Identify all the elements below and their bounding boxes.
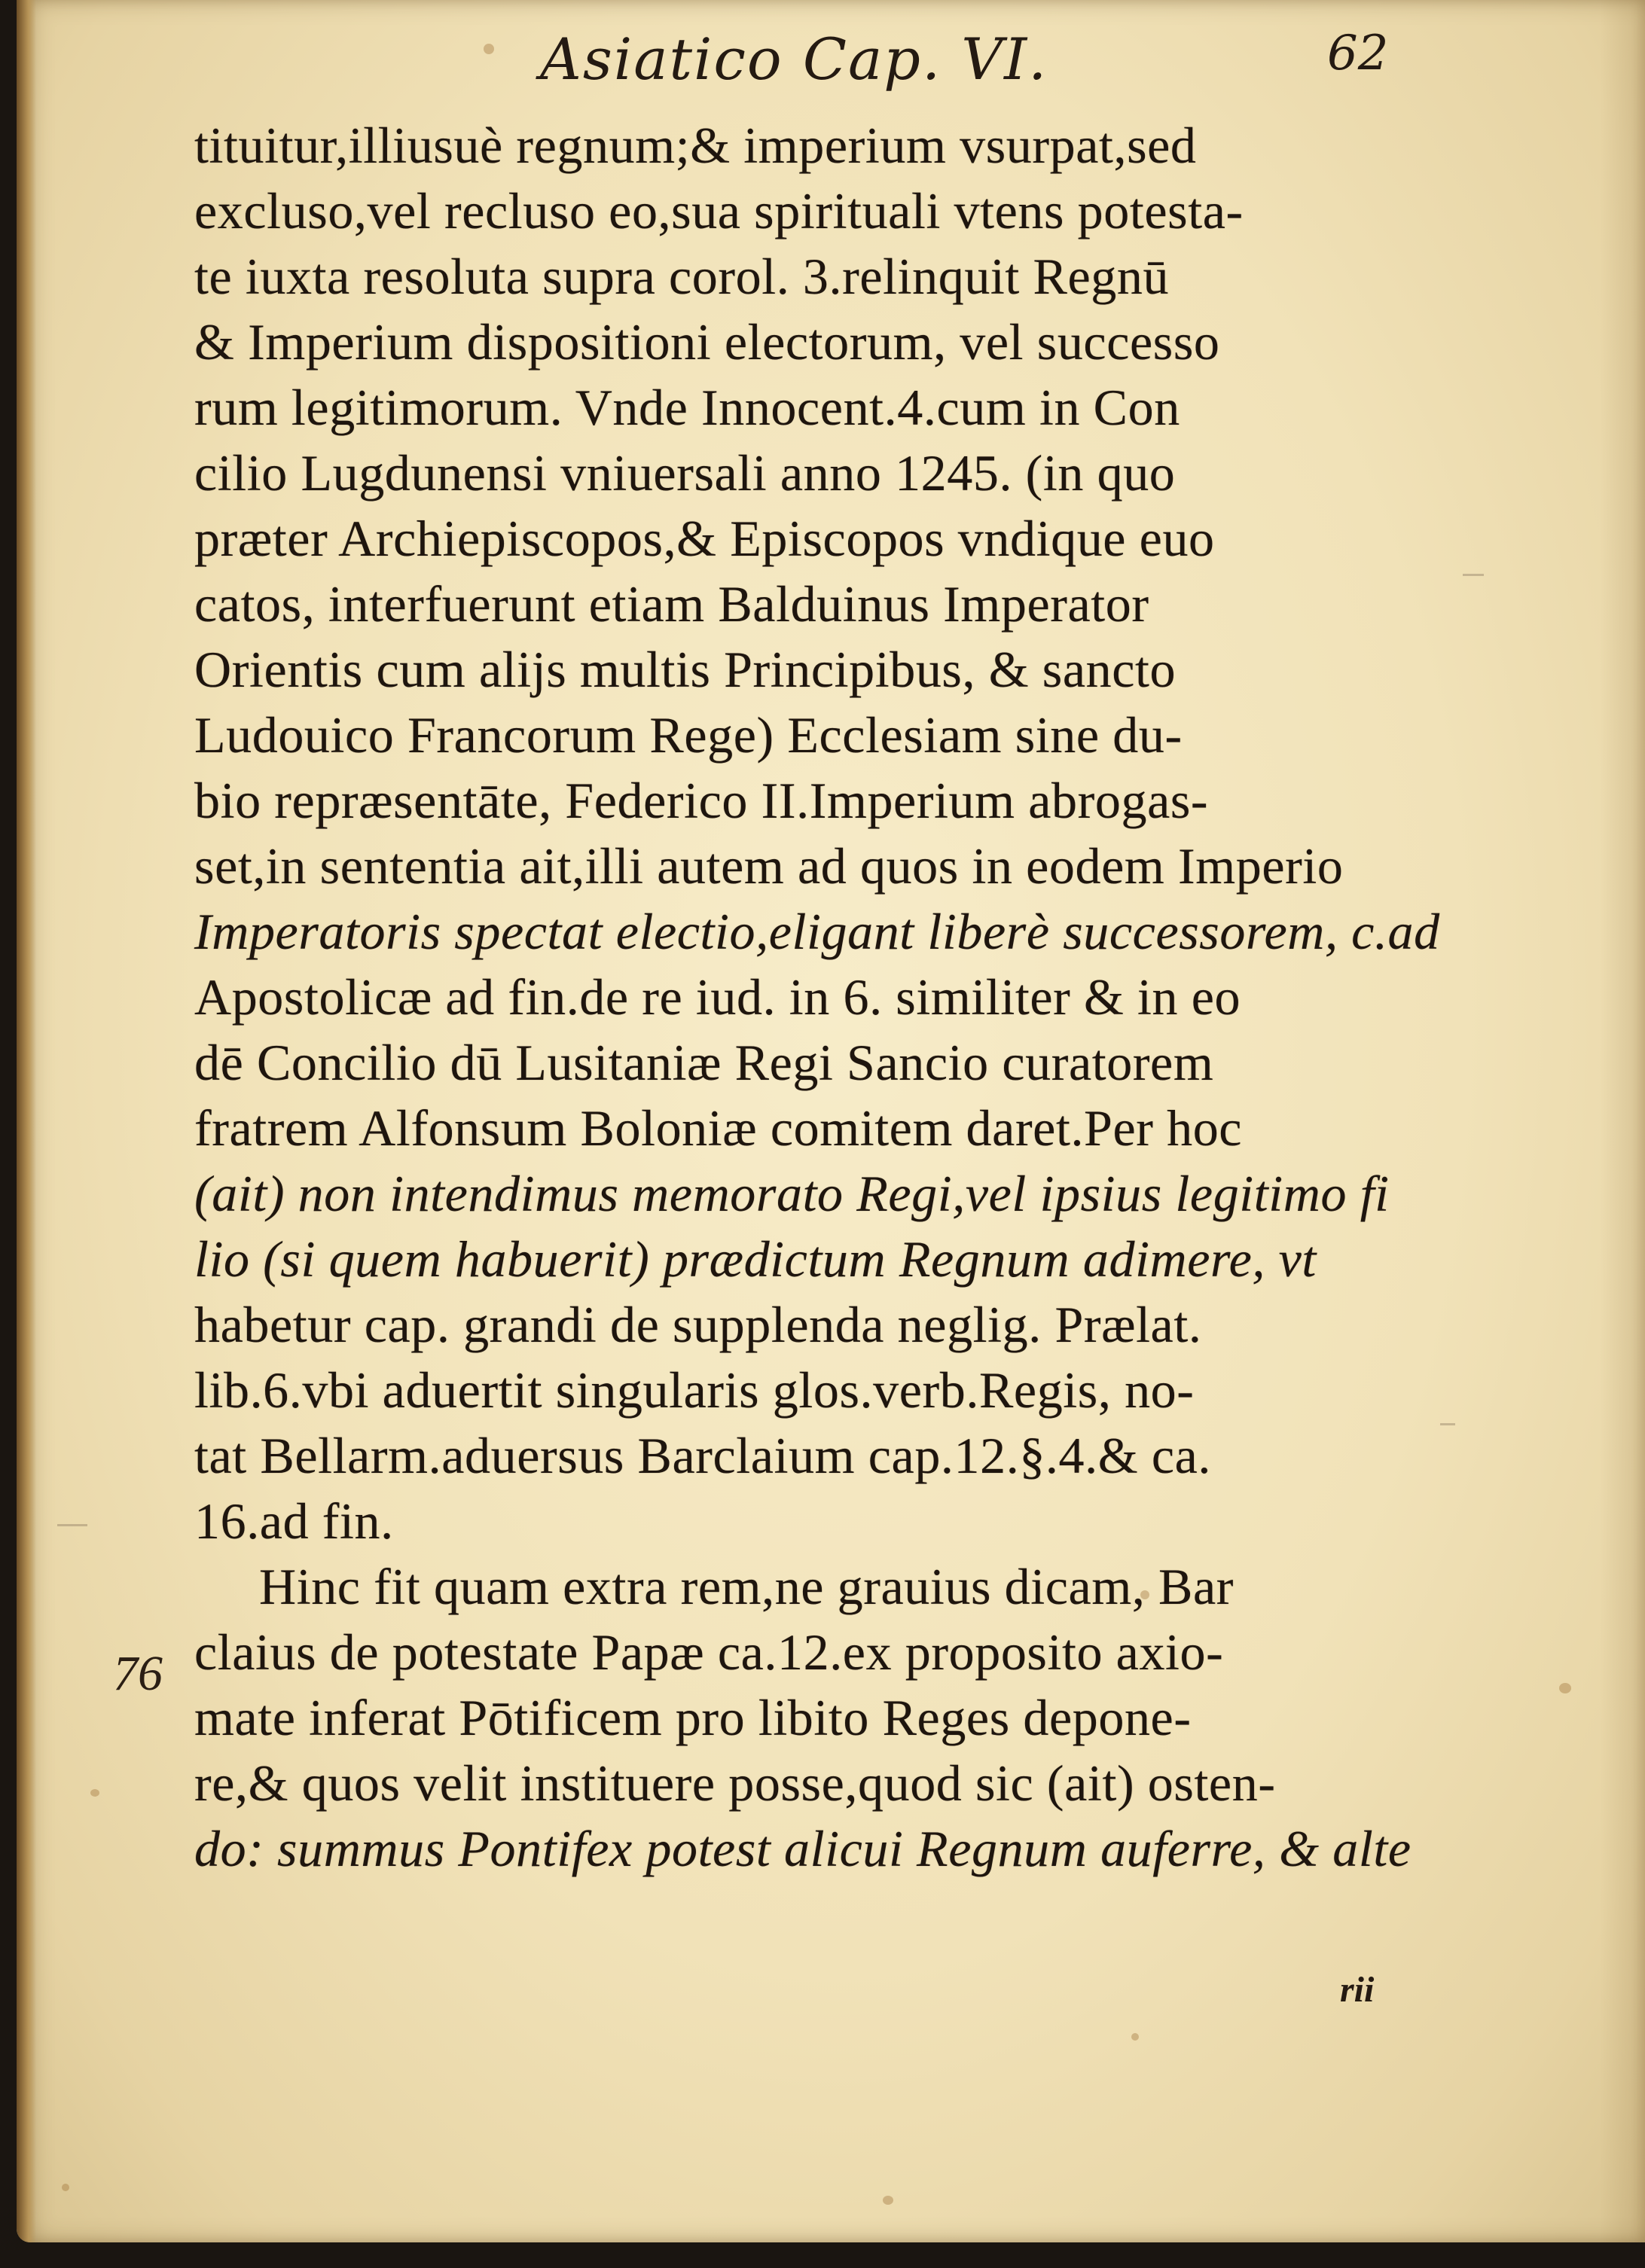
text-line-italic: do: summus Pontifex potest alicui Regnum auferre, & alte (194, 1820, 1412, 1877)
catchword: rii (1340, 1970, 1375, 2010)
text-line: cilio Lugdunensi vniuersali anno 1245. (in quo (194, 444, 1176, 501)
foxing-spot (1131, 2033, 1139, 2041)
text-line: bio repræsentāte, Federico II.Imperium abrogas- (194, 772, 1209, 829)
text-line: præter Archiepiscopos,& Episcopos vndique euo (194, 510, 1215, 567)
text-line: dē Concilio dū Lusitaniæ Regi Sancio curatorem (194, 1034, 1214, 1091)
text-line: claius de potestate Papæ ca.12.ex proposito axio- (194, 1623, 1224, 1681)
text-line: Orientis cum alijs multis Principibus, & sancto (194, 641, 1177, 698)
margin-mark (1463, 574, 1484, 576)
page-header (17, 26, 1645, 108)
margin-mark (1440, 1423, 1455, 1425)
text-line: re,& quos velit instituere posse,quod sic (ait) osten- (194, 1754, 1276, 1812)
text-line-italic: lio (si quem habuerit) prædictum Regnum adimere, vt (194, 1230, 1317, 1288)
text-line: tituitur,illiusuè regnum;& imperium vsurpat,sed (194, 117, 1197, 174)
foxing-spot (883, 2196, 893, 2205)
text-line: habetur cap. grandi de supplenda neglig. Prælat. (194, 1296, 1202, 1353)
text-line: Apostolicæ ad fin.de re iud. in 6. similiter & in eo (194, 968, 1241, 1026)
text-line-italic: Imperatoris spectat electio,eligant liberè successorem, c.ad (194, 903, 1440, 960)
foxing-spot (1559, 1683, 1571, 1693)
page-number: 62 (1327, 26, 1389, 81)
text-line: tat Bellarm.aduersus Barclaium cap.12.§.4.& ca. (194, 1427, 1211, 1484)
text-line: & Imperium dispositioni electorum, vel successo (194, 313, 1220, 370)
book-page (17, 0, 1645, 2242)
text-line: 16.ad fin. (194, 1492, 394, 1550)
foxing-spot (62, 2184, 69, 2191)
text-line: lib.6.vbi aduertit singularis glos.verb.Regis, no- (194, 1361, 1195, 1419)
text-line: mate inferat Pōtificem pro libito Reges depone- (194, 1689, 1192, 1746)
running-head: Asiatico Cap. VI. (540, 26, 1048, 93)
binding-gutter (17, 0, 36, 2242)
text-line-italic: (ait) non intendimus memorato Regi,vel ipsius legitimo fi (194, 1165, 1390, 1222)
text-line: Ludouico Francorum Rege) Ecclesiam sine du- (194, 706, 1183, 764)
text-line: fratrem Alfonsum Boloniæ comitem daret.Per hoc (194, 1099, 1243, 1157)
paragraph-first-line: Hinc fit quam extra rem,ne grauius dicam, Bar (259, 1558, 1234, 1615)
text-line: excluso,vel recluso eo,sua spirituali vtens potesta- (194, 182, 1244, 239)
page-edge-shadow (1600, 0, 1645, 2242)
body-text (194, 113, 1440, 1882)
foxing-spot (90, 1789, 99, 1797)
text-line: set,in sententia ait,illi autem ad quos in eodem Imperio (194, 837, 1344, 895)
text-line: rum legitimorum. Vnde Innocent.4.cum in Con (194, 379, 1180, 436)
text-line: catos, interfuerunt etiam Balduinus Imperator (194, 575, 1149, 633)
text-line: te iuxta resoluta supra corol. 3.relinquit Regnū (194, 248, 1170, 305)
paragraph-number: 76 (113, 1646, 163, 1701)
margin-mark (57, 1524, 87, 1526)
